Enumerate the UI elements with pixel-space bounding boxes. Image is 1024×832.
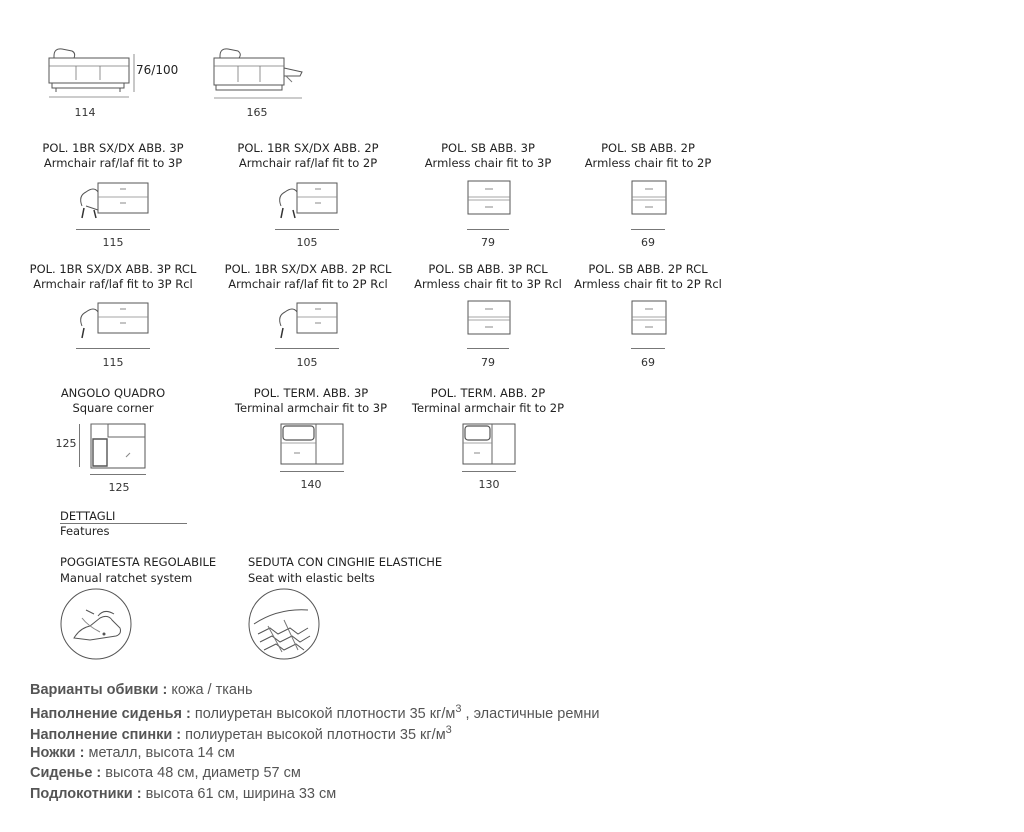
spec-line <box>30 745 235 761</box>
dimension-line <box>462 471 516 472</box>
armchair-3p-rcl-drawing <box>76 300 152 342</box>
spec-label: Сиденье : <box>30 765 102 781</box>
module-code: POL. SB ABB. 3P RCL <box>428 262 548 276</box>
module-name: Terminal armchair fit to 2P <box>411 401 565 415</box>
module-width: 79 <box>481 356 495 369</box>
recliner-open-width: 165 <box>246 106 268 119</box>
details-subtitle: Features <box>60 524 110 538</box>
module-code: ANGOLO QUADRO <box>60 386 166 400</box>
spec-value-after: , эластичные ремни <box>461 705 600 722</box>
dimension-line <box>76 348 150 349</box>
spec-value: полиуретан высокой плотности 35 кг/м <box>190 705 456 722</box>
module-width: 115 <box>102 236 124 249</box>
dimension-line <box>76 229 150 230</box>
feature-subtitle: Manual ratchet system <box>60 571 193 585</box>
spec-value: металл, высота 14 см <box>84 745 235 761</box>
armchair-2p-rcl-drawing <box>275 300 341 342</box>
module-name: Armchair raf/laf fit to 2P <box>238 156 378 170</box>
module-code: POL. 1BR SX/DX ABB. 3P RCL <box>29 262 197 276</box>
module-code: POL. SB ABB. 3P <box>441 141 535 155</box>
module-width: 140 <box>300 478 322 491</box>
spec-line <box>30 765 301 781</box>
spec-value: кожа / ткань <box>167 682 253 698</box>
module-width: 79 <box>481 236 495 249</box>
recliner-height: 76/100 <box>136 63 179 77</box>
spec-label: Ножки : <box>30 745 85 761</box>
module-name: Armless chair fit to 3P <box>424 156 552 170</box>
module-name: Armchair raf/laf fit to 3P <box>43 156 183 170</box>
armless-3p-rcl-drawing <box>467 300 511 336</box>
recliner-closed-width: 114 <box>74 106 96 119</box>
dimension-line <box>79 424 80 467</box>
module-code: POL. SB ABB. 2P RCL <box>588 262 708 276</box>
spec-superscript: 3 <box>445 724 452 736</box>
feature-title: POGGIATESTA REGOLABILE <box>60 555 217 569</box>
dimension-line <box>631 348 665 349</box>
spec-line <box>30 786 336 802</box>
module-code: POL. 1BR SX/DX ABB. 2P RCL <box>224 262 392 276</box>
spec-line <box>30 724 452 743</box>
spec-line <box>30 682 253 698</box>
dimension-line <box>631 229 665 230</box>
details-title: DETTAGLI <box>60 509 116 523</box>
module-width: 125 <box>108 481 130 494</box>
spec-label: Подлокотники : <box>30 786 142 802</box>
armchair-3p-drawing <box>76 180 152 222</box>
module-code: POL. TERM. ABB. 2P <box>430 386 546 400</box>
module-code: POL. 1BR SX/DX ABB. 3P <box>42 141 184 155</box>
dimension-line <box>467 348 509 349</box>
module-code: POL. SB ABB. 2P <box>601 141 695 155</box>
armless-2p-drawing <box>631 180 667 216</box>
recliner-open-drawing <box>210 46 305 101</box>
dimension-line <box>275 229 339 230</box>
armless-3p-drawing <box>467 180 511 216</box>
recliner-closed-drawing <box>46 44 136 100</box>
dimension-line <box>280 471 344 472</box>
module-name: Armless chair fit to 3P Rcl <box>414 277 562 291</box>
module-width: 69 <box>641 356 655 369</box>
module-name: Armchair raf/laf fit to 3P Rcl <box>33 277 193 291</box>
square-corner-drawing <box>90 423 146 469</box>
spec-value: полиуретан высокой плотности 35 кг/м <box>181 726 446 743</box>
module-name: Armless chair fit to 2P <box>584 156 712 170</box>
spec-label: Наполнение спинки : <box>30 726 182 743</box>
module-width: 115 <box>102 356 124 369</box>
armchair-2p-drawing <box>275 180 341 222</box>
terminal-3p-drawing <box>280 423 344 465</box>
module-width: 130 <box>478 478 500 491</box>
spec-value: высота 61 см, ширина 33 см <box>141 786 337 802</box>
dimension-line <box>467 229 509 230</box>
spec-label: Варианты обивки : <box>30 682 168 698</box>
module-width: 105 <box>296 356 318 369</box>
feature-subtitle: Seat with elastic belts <box>248 571 375 585</box>
feature-title: SEDUTA CON CINGHIE ELASTICHE <box>248 555 443 569</box>
dimension-line <box>90 474 146 475</box>
module-name: Armchair raf/laf fit to 2P Rcl <box>228 277 388 291</box>
spec-superscript: 3 <box>455 703 462 715</box>
spec-label: Наполнение сиденья : <box>30 705 191 722</box>
module-width: 105 <box>296 236 318 249</box>
module-code: POL. 1BR SX/DX ABB. 2P <box>237 141 379 155</box>
dimension-line <box>275 348 339 349</box>
module-depth: 125 <box>55 437 77 450</box>
module-name: Armless chair fit to 2P Rcl <box>574 277 722 291</box>
armless-2p-rcl-drawing <box>631 300 667 336</box>
module-code: POL. TERM. ABB. 3P <box>253 386 369 400</box>
spec-line <box>30 703 599 722</box>
elastic-belts-detail-icon <box>248 588 320 660</box>
module-width: 69 <box>641 236 655 249</box>
module-name: Square corner <box>72 401 154 415</box>
headrest-detail-icon <box>60 588 132 660</box>
spec-value: высота 48 см, диаметр 57 см <box>101 765 301 781</box>
terminal-2p-drawing <box>462 423 516 465</box>
module-name: Terminal armchair fit to 3P <box>234 401 388 415</box>
